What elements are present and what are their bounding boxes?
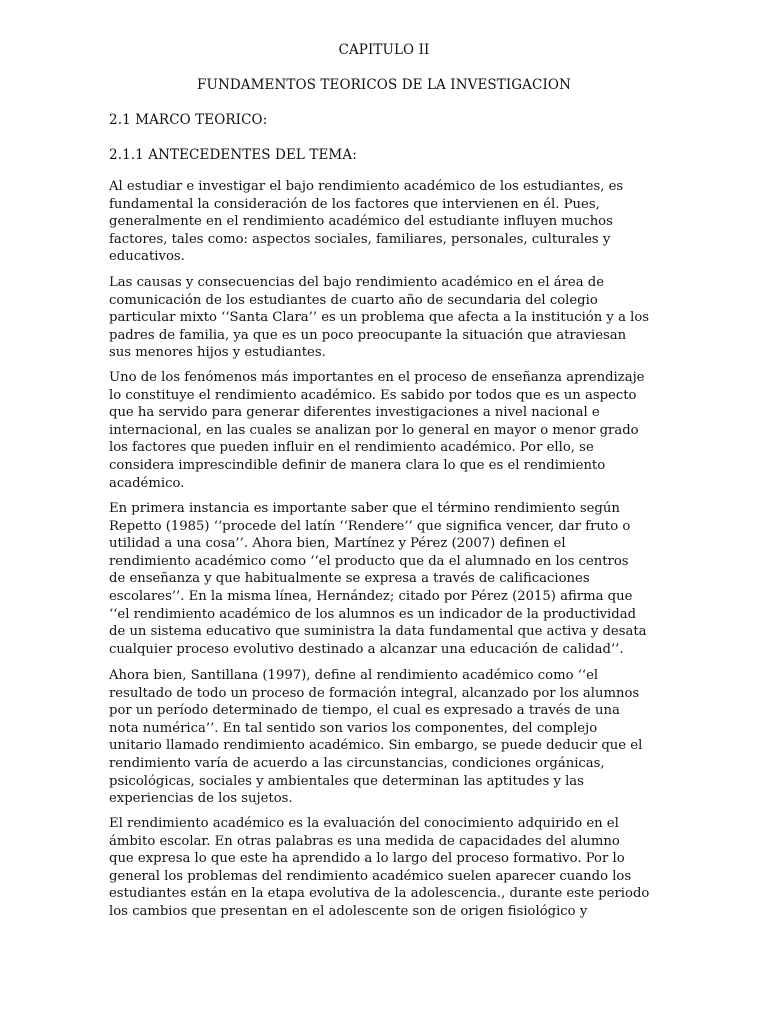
text-line: resultado de todo un proceso de formación integral, alcanzado por los alumnos: [109, 685, 640, 701]
text-line: padres de familia, ya que es un poco preocupante la situación que atraviesan: [109, 327, 627, 343]
text-line: cualquier proceso evolutivo destinado a alcanzar una educación de calidad’’.: [109, 641, 624, 657]
text-line: ‘‘el rendimiento académico de los alumnos es un indicador de la productividad: [109, 606, 637, 622]
text-line: que ha servido para generar diferentes investigaciones a nivel nacional e: [109, 405, 600, 421]
paragraph-4: [109, 500, 669, 658]
text-line: educativos.: [109, 249, 185, 265]
text-line: fundamental la consideración de los factores que intervienen en él. Pues,: [109, 196, 600, 212]
chapter-heading: CAPITULO II: [338, 42, 430, 58]
text-line: los cambios que presentan en el adolescente son de origen fisiológico y: [109, 903, 588, 919]
paragraph-3: [109, 369, 669, 492]
text-line: de un sistema educativo que suministra la data fundamental que activa y desata: [109, 624, 647, 640]
text-line: rendimiento académico como ‘‘el producto que da el alumnado en los centros: [109, 553, 629, 569]
text-line: comunicación de los estudiantes de cuarto año de secundaria del colegio: [109, 292, 598, 308]
text-line: escolares’’. En la misma línea, Hernández; citado por Pérez (2015) afirma que: [109, 588, 633, 604]
document-title: FUNDAMENTOS TEORICOS DE LA INVESTIGACION: [197, 77, 571, 93]
text-line: por un período determinado de tiempo, el cual es expresado a través de una: [109, 703, 620, 719]
text-line: sus menores hijos y estudiantes.: [109, 345, 326, 361]
paragraph-5: [109, 667, 669, 808]
text-line: factores, tales como: aspectos sociales, familiares, personales, culturales y: [109, 231, 611, 247]
text-line: psicológicas, sociales y ambientales que determinan las aptitudes y las: [109, 773, 584, 789]
text-line: ámbito escolar. En otras palabras es una medida de capacidades del alumno: [109, 833, 620, 849]
text-line: Al estudiar e investigar el bajo rendimiento académico de los estudiantes, es: [109, 179, 624, 194]
text-line: lo constituye el rendimiento académico. Es sabido por todos que es un aspecto: [109, 387, 637, 403]
text-line: Uno de los fenómenos más importantes en el proceso de enseñanza aprendizaje: [109, 370, 645, 385]
text-line: nota numérica’’. En tal sentido son varios los componentes, del complejo: [109, 720, 598, 736]
text-line: Repetto (1985) ‘‘procede del latín ‘‘Rendere’’ que significa vencer, dar fruto o: [109, 518, 631, 534]
text-line: estudiantes están en la etapa evolutiva de la adolescencia., durante este periodo: [109, 886, 650, 902]
text-line: Ahora bien, Santillana (1997), define al rendimiento académico como ‘‘el: [109, 668, 599, 683]
text-line: rendimiento varía de acuerdo a las circunstancias, condiciones orgánicas,: [109, 755, 605, 771]
paragraph-1: [109, 178, 669, 266]
text-line: unitario llamado rendimiento académico. Sin embargo, se puede deducir que el: [109, 738, 643, 754]
text-line: experiencias de los sujetos.: [109, 791, 293, 807]
text-line: general los problemas del rendimiento académico suelen aparecer cuando los: [109, 868, 632, 884]
text-line: En primera instancia es importante saber que el término rendimiento según: [109, 501, 620, 516]
text-line: los factores que pueden influir en el rendimiento académico. Por ello, se: [109, 440, 594, 456]
section-heading: 2.1 MARCO TEORICO:: [109, 112, 268, 128]
text-line: académico.: [109, 475, 185, 491]
subsection-heading: 2.1.1 ANTECEDENTES DEL TEMA:: [109, 147, 357, 163]
text-line: que expresa lo que este ha aprendido a lo largo del proceso formativo. Por lo: [109, 851, 625, 867]
text-line: El rendimiento académico es la evaluación del conocimiento adquirido en el: [109, 816, 619, 831]
text-line: de enseñanza y que habitualmente se expresa a través de calificaciones: [109, 571, 590, 587]
paragraph-2: [109, 274, 669, 362]
text-line: internacional, en las cuales se analizan por lo general en mayor o menor grado: [109, 422, 639, 438]
text-line: considera imprescindible definir de manera clara lo que es el rendimiento: [109, 457, 606, 473]
text-line: generalmente en el rendimiento académico del estudiante influyen muchos: [109, 214, 613, 230]
paragraph-6: [109, 815, 669, 921]
text-line: Las causas y consecuencias del bajo rendimiento académico en el área de: [109, 275, 605, 290]
text-line: utilidad a una cosa’’. Ahora bien, Martínez y Pérez (2007) definen el: [109, 536, 566, 552]
text-line: particular mixto ‘‘Santa Clara’’ es un problema que afecta a la institución y a los: [109, 310, 650, 326]
